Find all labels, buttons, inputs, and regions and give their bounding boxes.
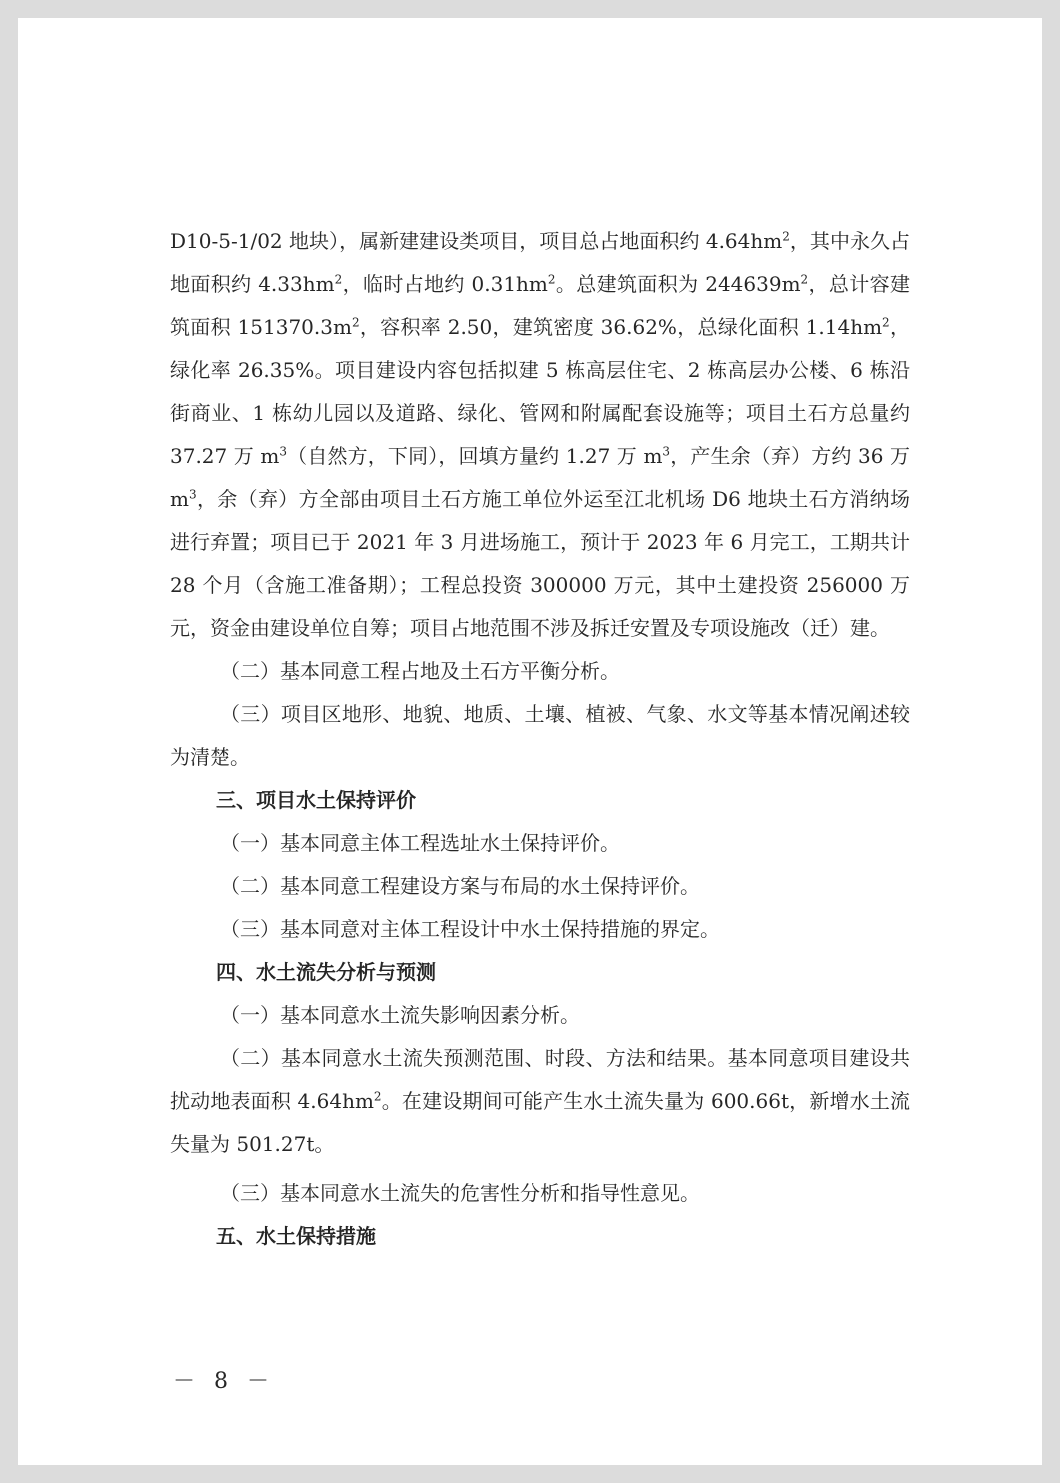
document-body (170, 220, 910, 1258)
paragraph-4-3: （三）基本同意水土流失的危害性分析和指导性意见。 (220, 1181, 700, 1205)
paragraph-3-3: （三）基本同意对主体工程设计中水土保持措施的界定。 (220, 917, 720, 941)
paragraph-3-2: （二）基本同意工程建设方案与布局的水土保持评价。 (220, 874, 700, 898)
paragraph-3-1: （一）基本同意主体工程选址水土保持评价。 (220, 831, 620, 855)
paragraph-4-1: （一）基本同意水土流失影响因素分析。 (220, 1003, 580, 1027)
heading-section-3: 三、项目水土保持评价 (216, 788, 416, 812)
paragraph-land-balance: （二）基本同意工程占地及土石方平衡分析。 (220, 659, 620, 683)
page-number: － 8 － (173, 1369, 275, 1394)
paragraph-basic-conditions: （三）项目区地形、地貌、地质、土壤、植被、气象、水文等基本情况阐述较为清楚。 (170, 702, 910, 769)
heading-section-5: 五、水土保持措施 (216, 1224, 376, 1248)
paragraph-project-overview: D10-5-1/02 地块），属新建建设类项目，项目总占地面积约 $4.64hm^2$，其中永久占地面积约 $4.33hm^2$，临时占地约 $0.31hm^2$。总建筑面积为 $244639m^2$，总计容建筑面积 $151370.3m^2$，容积率 2.50，建筑密度 36.62%，总绿化面积 $1.14hm^2$，绿化率 26.35%。项目建设内容包括拟建 5 栋高层住宅、2 栋高层办公楼、6 栋沿街商业、1 栋幼儿园以及道路、绿化、管网和附属配套设施等；项目土石方总量约 37.27 万 $m^3$（自然方，下同），回填方量约 1.27 万 $m^3$，产生余（弃）方约 36 万 $m^3$，余（弃）方全部由项目土石方施工单位外运至江北机场 D6 地块土石方消纳场进行弃置；项目已于 2021 年 3 月进场施工，预计于 2023 年 6 月完工，工期共计 28 个月（含施工准备期）；工程总投资 300000 万元，其中土建投资 256000 万元，资金由建设单位自筹；项目占地范围不涉及拆迁安置及专项设施改（迁）建。 (170, 229, 911, 640)
document-page (18, 18, 1042, 1465)
paragraph-4-2: （二）基本同意水土流失预测范围、时段、方法和结果。基本同意项目建设共扰动地表面积 $4.64hm^2$。在建设期间可能产生水土流失量为 600.66t，新增水土流失量为 501.27t。 (170, 1046, 911, 1156)
heading-section-4: 四、水土流失分析与预测 (216, 960, 436, 984)
